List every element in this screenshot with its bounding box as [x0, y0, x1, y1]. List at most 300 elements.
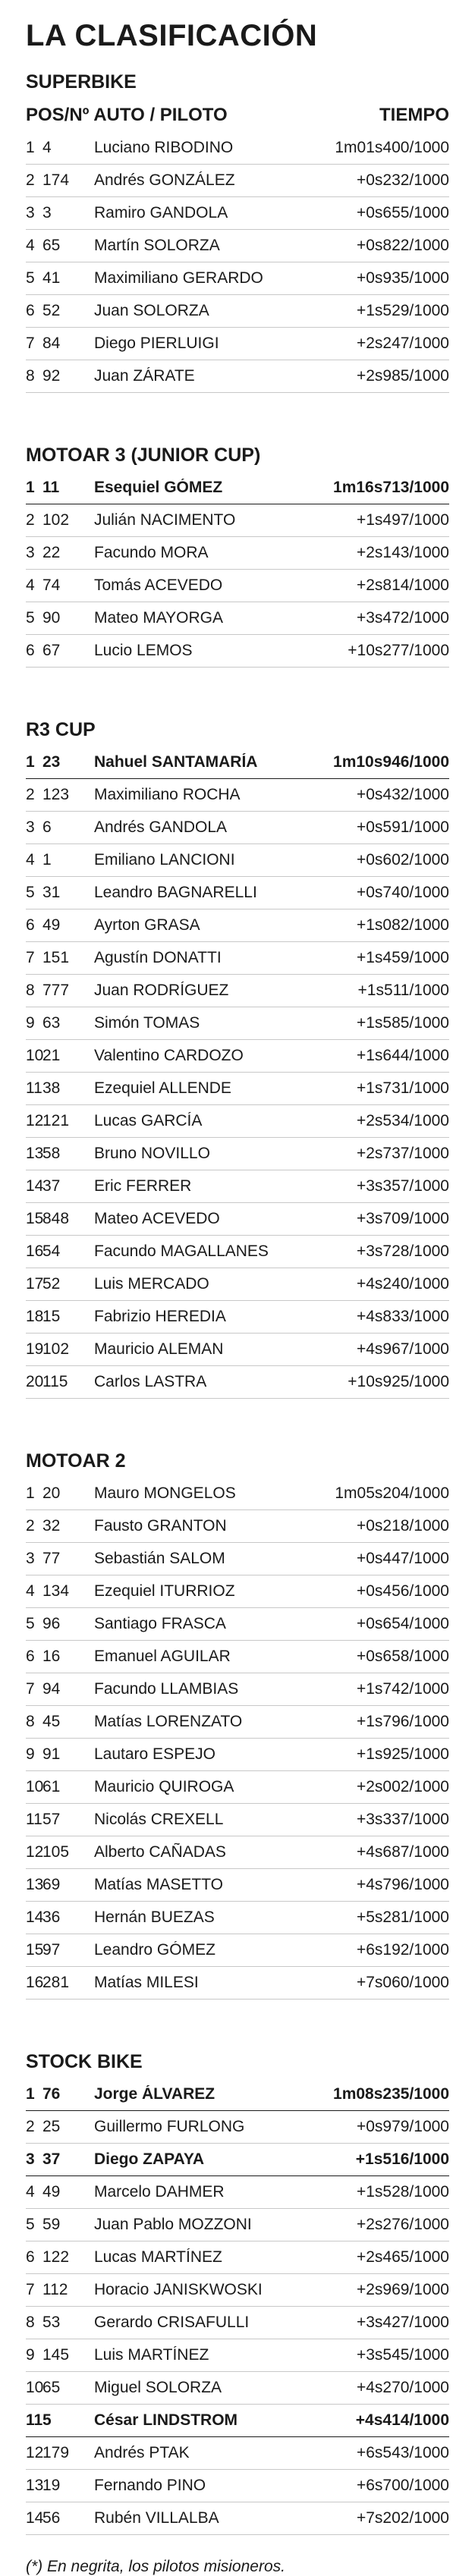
- bike-number-cell: 6: [42, 818, 52, 836]
- rider-name-cell: Agustín DONATTI: [94, 949, 222, 966]
- position-cell: 2: [26, 1517, 35, 1535]
- time-cell: +2s143/1000: [356, 544, 449, 561]
- rider-name-cell: Mateo MAYORGA: [94, 609, 223, 627]
- result-row: [26, 472, 449, 504]
- result-row: [26, 1073, 449, 1105]
- position-cell: 2: [26, 786, 35, 803]
- time-cell: +3s427/1000: [356, 2314, 449, 2331]
- category-section: [26, 438, 449, 668]
- result-row: [26, 1510, 449, 1543]
- rider-name-cell: Diego ZAPAYA: [94, 2150, 205, 2168]
- position-cell: 1: [26, 479, 35, 496]
- rider-name-cell: Andrés GANDOLA: [94, 818, 228, 836]
- bike-number-cell: 84: [42, 335, 61, 352]
- rider-name-cell: Facundo LLAMBIAS: [94, 1680, 239, 1698]
- rider-name-cell: Julián NACIMENTO: [94, 511, 236, 529]
- position-cell: 3: [26, 544, 35, 561]
- rider-name-cell: Juan SOLORZA: [94, 302, 209, 319]
- position-cell: 5: [26, 2216, 35, 2233]
- position-cell: 7: [26, 335, 35, 352]
- rider-name-cell: Maximiliano GERARDO: [94, 269, 263, 287]
- bike-number-cell: 37: [42, 1177, 61, 1195]
- rider-name-cell: Luis MERCADO: [94, 1275, 209, 1293]
- rider-name-cell: Fernando PINO: [94, 2477, 206, 2494]
- result-row: [26, 1804, 449, 1836]
- position-cell: 13: [26, 1876, 44, 1893]
- position-cell: 3: [26, 204, 35, 221]
- result-row: [26, 2502, 449, 2535]
- footnote: (*) En negrita, los pilotos misioneros.: [26, 2558, 285, 2575]
- rider-name-cell: Mauricio QUIROGA: [94, 1778, 234, 1795]
- position-cell: 12: [26, 1843, 44, 1861]
- time-cell: +1s529/1000: [356, 302, 449, 319]
- position-cell: 6: [26, 2248, 35, 2266]
- bike-number-cell: 61: [42, 1778, 61, 1795]
- bike-number-cell: 63: [42, 1014, 61, 1032]
- result-row: [26, 1007, 449, 1040]
- result-row: [26, 2437, 449, 2470]
- position-cell: 13: [26, 1145, 44, 1162]
- position-cell: 5: [26, 609, 35, 627]
- result-row: [26, 1236, 449, 1268]
- result-row: [26, 1543, 449, 1575]
- bike-number-cell: 19: [42, 2477, 61, 2494]
- time-cell: +3s709/1000: [356, 1210, 449, 1227]
- bike-number-cell: 49: [42, 2183, 61, 2201]
- position-cell: 5: [26, 269, 35, 287]
- time-cell: 1m05s204/1000: [335, 1484, 449, 1502]
- time-cell: +1s082/1000: [356, 916, 449, 934]
- time-cell: +1s585/1000: [356, 1014, 449, 1032]
- position-cell: 7: [26, 2281, 35, 2298]
- rider-name-cell: Juan Pablo MOZZONI: [94, 2216, 252, 2233]
- position-cell: 14: [26, 1908, 44, 1926]
- bike-number-cell: 32: [42, 1517, 61, 1535]
- position-cell: 5: [26, 1615, 35, 1632]
- time-cell: +5s281/1000: [356, 1908, 449, 1926]
- bike-number-cell: 54: [42, 1242, 61, 1260]
- time-cell: +1s516/1000: [355, 2150, 449, 2168]
- result-row: [26, 1575, 449, 1608]
- position-cell: 10: [26, 1778, 44, 1795]
- rider-name-cell: Nicolás CREXELL: [94, 1811, 224, 1828]
- time-cell: 1m16s713/1000: [333, 479, 449, 496]
- bike-number-cell: 134: [42, 1582, 70, 1600]
- position-cell: 1: [26, 753, 35, 771]
- position-cell: 16: [26, 1974, 44, 1991]
- result-row: [26, 1967, 449, 2000]
- bike-number-cell: 174: [42, 171, 70, 189]
- section-spacer: [26, 393, 449, 438]
- position-cell: 3: [26, 1550, 35, 1567]
- result-row: [26, 1771, 449, 1804]
- time-cell: +0s232/1000: [356, 171, 449, 189]
- rider-name-cell: Leandro GÓMEZ: [94, 1941, 215, 1959]
- rider-name-cell: Mauro MONGELOS: [94, 1484, 236, 1502]
- bike-number-cell: 16: [42, 1648, 61, 1665]
- position-cell: 13: [26, 2477, 44, 2494]
- bike-number-cell: 38: [42, 1079, 61, 1097]
- time-cell: +2s247/1000: [356, 335, 449, 352]
- time-cell: +6s543/1000: [356, 2444, 449, 2461]
- time-cell: +3s357/1000: [356, 1177, 449, 1195]
- position-cell: 14: [26, 1177, 44, 1195]
- result-row: [26, 2111, 449, 2144]
- position-cell: 3: [26, 2150, 35, 2168]
- bike-number-cell: 105: [42, 1843, 70, 1861]
- bike-number-cell: 49: [42, 916, 61, 934]
- time-cell: +1s731/1000: [356, 1079, 449, 1097]
- bike-number-cell: 56: [42, 2509, 61, 2527]
- position-cell: 15: [26, 1941, 44, 1959]
- position-cell: 4: [26, 576, 35, 594]
- result-row: [26, 295, 449, 328]
- rider-name-cell: Mauricio ALEMAN: [94, 1340, 224, 1358]
- time-cell: +4s967/1000: [356, 1340, 449, 1358]
- bike-number-cell: 65: [42, 237, 61, 254]
- rider-name-cell: Gerardo CRISAFULLI: [94, 2314, 250, 2331]
- time-cell: +1s742/1000: [356, 1680, 449, 1698]
- result-row: [26, 2405, 449, 2437]
- result-row: [26, 1138, 449, 1170]
- time-cell: +1s644/1000: [356, 1047, 449, 1064]
- position-cell: 11: [26, 1079, 42, 1097]
- rider-name-cell: Eric FERRER: [94, 1177, 192, 1195]
- time-cell: +10s277/1000: [348, 642, 449, 659]
- position-cell: 12: [26, 2444, 44, 2461]
- result-row: [26, 1334, 449, 1366]
- result-row: [26, 2241, 449, 2274]
- category-section: [26, 1444, 449, 2000]
- position-cell: 9: [26, 1745, 35, 1763]
- result-row: [26, 360, 449, 393]
- result-row: [26, 1478, 449, 1510]
- position-cell: 10: [26, 2379, 44, 2396]
- result-row: [26, 942, 449, 975]
- rider-name-cell: Santiago FRASCA: [94, 1615, 226, 1632]
- rider-name-cell: Facundo MAGALLANES: [94, 1242, 269, 1260]
- bike-number-cell: 31: [42, 884, 61, 901]
- time-cell: +2s002/1000: [356, 1778, 449, 1795]
- rider-name-cell: Lautaro ESPEJO: [94, 1745, 215, 1763]
- rider-name-cell: Ezequiel ALLENDE: [94, 1079, 231, 1097]
- position-cell: 8: [26, 982, 35, 999]
- position-cell: 4: [26, 237, 35, 254]
- time-cell: +2s814/1000: [356, 576, 449, 594]
- result-row: [26, 2209, 449, 2241]
- result-row: [26, 504, 449, 537]
- rider-name-cell: Lucas MARTÍNEZ: [94, 2248, 222, 2266]
- rider-name-cell: Martín SOLORZA: [94, 237, 220, 254]
- rider-name-cell: Rubén VILLALBA: [94, 2509, 219, 2527]
- bike-number-cell: 112: [42, 2281, 68, 2298]
- position-cell: 16: [26, 1242, 44, 1260]
- result-row: [26, 975, 449, 1007]
- time-cell: +0s432/1000: [356, 786, 449, 803]
- bike-number-cell: 281: [42, 1974, 70, 1991]
- result-row: [26, 909, 449, 942]
- rider-name-cell: Jorge ÁLVAREZ: [94, 2085, 215, 2103]
- time-cell: +2s534/1000: [356, 1112, 449, 1129]
- position-cell: 19: [26, 1340, 44, 1358]
- results-sections: [26, 65, 449, 2535]
- position-cell: 7: [26, 1680, 35, 1698]
- bike-number-cell: 23: [42, 753, 61, 771]
- position-cell: 8: [26, 1713, 35, 1730]
- result-row: [26, 1706, 449, 1739]
- position-cell: 4: [26, 1582, 35, 1600]
- bike-number-cell: 102: [42, 1340, 70, 1358]
- bike-number-cell: 91: [42, 1745, 61, 1763]
- bike-number-cell: 151: [42, 949, 70, 966]
- time-cell: +0s935/1000: [356, 269, 449, 287]
- result-row: [26, 197, 449, 230]
- result-row: [26, 570, 449, 602]
- position-cell: 3: [26, 818, 35, 836]
- result-row: [26, 1040, 449, 1073]
- bike-number-cell: 45: [42, 1713, 61, 1730]
- result-row: [26, 1105, 449, 1138]
- category-title: R3 CUP: [26, 719, 96, 740]
- result-row: [26, 1170, 449, 1203]
- rider-name-cell: Matías MILESI: [94, 1974, 199, 1991]
- bike-number-cell: 5: [42, 2411, 52, 2429]
- rider-name-cell: Facundo MORA: [94, 544, 209, 561]
- bike-number-cell: 123: [42, 786, 70, 803]
- time-cell: +3s472/1000: [356, 609, 449, 627]
- bike-number-cell: 77: [42, 1550, 61, 1567]
- time-cell: +4s796/1000: [356, 1876, 449, 1893]
- bike-number-cell: 22: [42, 544, 61, 561]
- position-cell: 4: [26, 2183, 35, 2201]
- rider-name-cell: Diego PIERLUIGI: [94, 335, 219, 352]
- time-cell: +7s202/1000: [356, 2509, 449, 2527]
- time-cell: +6s700/1000: [356, 2477, 449, 2494]
- result-row: [26, 779, 449, 812]
- rider-name-cell: Tomás ACEVEDO: [94, 576, 223, 594]
- position-cell: 8: [26, 367, 35, 385]
- rider-name-cell: Emiliano LANCIONI: [94, 851, 235, 869]
- result-row: [26, 1641, 449, 1673]
- position-cell: 1: [26, 2085, 35, 2103]
- result-row: [26, 602, 449, 635]
- result-row: [26, 1739, 449, 1771]
- result-row: [26, 2274, 449, 2307]
- result-row: [26, 635, 449, 668]
- result-row: [26, 1869, 449, 1902]
- result-row: [26, 262, 449, 295]
- bike-number-cell: 115: [42, 1373, 68, 1390]
- time-cell: +0s655/1000: [356, 204, 449, 221]
- rider-name-cell: Alberto CAÑADAS: [94, 1843, 226, 1861]
- section-spacer: [26, 668, 449, 713]
- rider-name-cell: Maximiliano ROCHA: [94, 786, 241, 803]
- bike-number-cell: 96: [42, 1615, 61, 1632]
- rider-name-cell: Lucas GARCÍA: [94, 1112, 203, 1129]
- time-cell: +3s545/1000: [356, 2346, 449, 2364]
- rider-name-cell: Ayrton GRASA: [94, 916, 200, 934]
- bike-number-cell: 65: [42, 2379, 61, 2396]
- section-spacer: [26, 2000, 449, 2045]
- result-row: [26, 230, 449, 262]
- result-row: [26, 1673, 449, 1706]
- time-cell: 1m01s400/1000: [335, 139, 449, 156]
- category-title: MOTOAR 2: [26, 1450, 126, 1472]
- bike-number-cell: 94: [42, 1680, 61, 1698]
- position-cell: 9: [26, 2346, 35, 2364]
- bike-number-cell: 179: [42, 2444, 70, 2461]
- rider-name-cell: Marcelo DAHMER: [94, 2183, 225, 2201]
- time-cell: +2s737/1000: [356, 1145, 449, 1162]
- column-header: [26, 99, 449, 132]
- bike-number-cell: 4: [42, 139, 52, 156]
- position-cell: 6: [26, 1648, 35, 1665]
- category-title: SUPERBIKE: [26, 71, 137, 93]
- result-row: [26, 2144, 449, 2176]
- bike-number-cell: 145: [42, 2346, 70, 2364]
- position-cell: 4: [26, 851, 35, 869]
- position-cell: 6: [26, 916, 35, 934]
- position-cell: 1: [26, 139, 35, 156]
- bike-number-cell: 52: [42, 302, 61, 319]
- time-cell: +4s414/1000: [355, 2411, 449, 2429]
- rider-name-cell: Juan ZÁRATE: [94, 367, 195, 385]
- category-title: STOCK BIKE: [26, 2051, 143, 2072]
- time-cell: +2s276/1000: [356, 2216, 449, 2233]
- bike-number-cell: 25: [42, 2118, 61, 2135]
- time-cell: +0s658/1000: [356, 1648, 449, 1665]
- time-cell: +1s528/1000: [356, 2183, 449, 2201]
- time-cell: +1s796/1000: [356, 1713, 449, 1730]
- bike-number-cell: 76: [42, 2085, 61, 2103]
- position-cell: 2: [26, 171, 35, 189]
- result-row: [26, 1301, 449, 1334]
- time-cell: +4s270/1000: [356, 2379, 449, 2396]
- time-cell: +0s447/1000: [356, 1550, 449, 1567]
- rider-name-cell: Nahuel SANTAMARÍA: [94, 753, 258, 771]
- time-cell: +3s728/1000: [356, 1242, 449, 1260]
- result-row: [26, 2307, 449, 2339]
- bike-number-cell: 11: [42, 479, 60, 496]
- result-row: [26, 1366, 449, 1399]
- rider-name-cell: Guillermo FURLONG: [94, 2118, 245, 2135]
- time-cell: +4s833/1000: [356, 1308, 449, 1325]
- time-cell: +0s740/1000: [356, 884, 449, 901]
- result-row: [26, 132, 449, 165]
- rider-name-cell: Luciano RIBODINO: [94, 139, 234, 156]
- position-cell: 10: [26, 1047, 44, 1064]
- position-cell: 12: [26, 1112, 44, 1129]
- time-cell: +1s497/1000: [356, 511, 449, 529]
- position-cell: 5: [26, 884, 35, 901]
- rider-name-cell: Juan RODRÍGUEZ: [94, 982, 229, 999]
- rider-name-cell: Carlos LASTRA: [94, 1373, 207, 1390]
- position-cell: 6: [26, 302, 35, 319]
- rider-name-cell: César LINDSTROM: [94, 2411, 238, 2429]
- rider-name-cell: Miguel SOLORZA: [94, 2379, 222, 2396]
- position-cell: 9: [26, 1014, 35, 1032]
- rider-name-cell: Ezequiel ITURRIOZ: [94, 1582, 235, 1600]
- result-row: [26, 1268, 449, 1301]
- bike-number-cell: 92: [42, 367, 61, 385]
- time-cell: +6s192/1000: [356, 1941, 449, 1959]
- rider-name-cell: Matías MASETTO: [94, 1876, 223, 1893]
- rider-name-cell: Matías LORENZATO: [94, 1713, 243, 1730]
- bike-number-cell: 57: [42, 1811, 61, 1828]
- result-row: [26, 1902, 449, 1934]
- result-row: [26, 2372, 449, 2405]
- time-cell: +4s240/1000: [356, 1275, 449, 1293]
- time-cell: +0s602/1000: [356, 851, 449, 869]
- bike-number-cell: 121: [42, 1112, 70, 1129]
- position-cell: 20: [26, 1373, 44, 1390]
- bike-number-cell: 777: [42, 982, 70, 999]
- result-row: [26, 537, 449, 570]
- result-row: [26, 1934, 449, 1967]
- time-cell: +10s925/1000: [348, 1373, 449, 1390]
- rider-name-cell: Emanuel AGUILAR: [94, 1648, 231, 1665]
- result-row: [26, 2470, 449, 2502]
- bike-number-cell: 53: [42, 2314, 61, 2331]
- time-cell: +0s591/1000: [356, 818, 449, 836]
- bike-number-cell: 1: [42, 851, 52, 869]
- bike-number-cell: 15: [42, 1308, 61, 1325]
- position-cell: 8: [26, 2314, 35, 2331]
- time-cell: +1s459/1000: [356, 949, 449, 966]
- position-cell: 11: [26, 1811, 42, 1828]
- position-cell: 18: [26, 1308, 44, 1325]
- position-cell: 2: [26, 511, 35, 529]
- result-row: [26, 2339, 449, 2372]
- rider-name-cell: Fabrizio HEREDIA: [94, 1308, 226, 1325]
- result-row: [26, 2078, 449, 2111]
- time-cell: +0s822/1000: [356, 237, 449, 254]
- result-row: [26, 746, 449, 779]
- rider-name-cell: Simón TOMAS: [94, 1014, 200, 1032]
- position-cell: 6: [26, 642, 35, 659]
- result-row: [26, 165, 449, 197]
- result-row: [26, 844, 449, 877]
- rider-name-cell: Mateo ACEVEDO: [94, 1210, 220, 1227]
- rider-name-cell: Esequiel GÓMEZ: [94, 479, 223, 496]
- bike-number-cell: 67: [42, 642, 61, 659]
- bike-number-cell: 69: [42, 1876, 61, 1893]
- rider-name-cell: Fausto GRANTON: [94, 1517, 227, 1535]
- rider-name-cell: Valentino CARDOZO: [94, 1047, 244, 1064]
- page-title: LA CLASIFICACIÓN: [26, 19, 318, 52]
- category-title: MOTOAR 3 (JUNIOR CUP): [26, 445, 261, 466]
- bike-number-cell: 90: [42, 609, 61, 627]
- rider-name-cell: Andrés PTAK: [94, 2444, 190, 2461]
- result-row: [26, 2176, 449, 2209]
- bike-number-cell: 102: [42, 511, 70, 529]
- result-row: [26, 1203, 449, 1236]
- time-cell: +0s456/1000: [356, 1582, 449, 1600]
- bike-number-cell: 3: [42, 204, 52, 221]
- time-cell: +7s060/1000: [356, 1974, 449, 1991]
- time-cell: +1s511/1000: [357, 982, 449, 999]
- bike-number-cell: 97: [42, 1941, 61, 1959]
- result-row: [26, 328, 449, 360]
- time-cell: +2s985/1000: [356, 367, 449, 385]
- bike-number-cell: 21: [42, 1047, 61, 1064]
- time-cell: +2s465/1000: [356, 2248, 449, 2266]
- rider-name-cell: Hernán BUEZAS: [94, 1908, 215, 1926]
- rider-name-cell: Sebastián SALOM: [94, 1550, 225, 1567]
- time-cell: 1m10s946/1000: [333, 753, 449, 771]
- rider-name-cell: Leandro BAGNARELLI: [94, 884, 257, 901]
- category-section: [26, 65, 449, 393]
